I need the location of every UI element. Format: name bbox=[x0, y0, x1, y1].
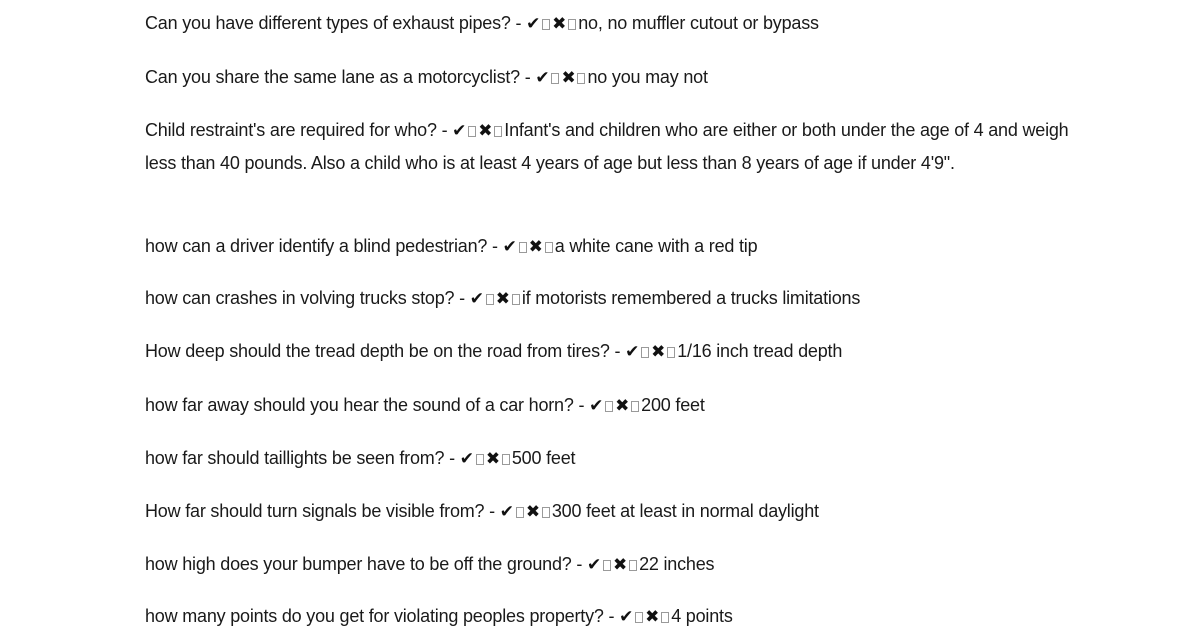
checkbox-icon bbox=[542, 507, 550, 518]
check-icon: ✔ bbox=[459, 449, 474, 469]
qa-entry bbox=[145, 389, 1085, 422]
checkbox-icon bbox=[551, 73, 559, 84]
cross-icon: ✖ bbox=[552, 14, 567, 34]
checkbox-icon bbox=[605, 401, 613, 412]
check-icon: ✔ bbox=[586, 555, 602, 575]
checkbox-icon bbox=[545, 242, 553, 253]
cross-icon: ✖ bbox=[525, 502, 540, 522]
question-text: How deep should the tread depth be on the road from tires? - bbox=[145, 341, 626, 361]
checkbox-icon bbox=[476, 454, 484, 465]
check-icon: ✔ bbox=[452, 121, 467, 141]
cross-icon: ✖ bbox=[613, 555, 628, 575]
check-icon: ✔ bbox=[535, 68, 550, 88]
checkbox-icon bbox=[568, 19, 576, 30]
checkbox-icon bbox=[631, 401, 639, 412]
answer-text: Infant's and children who are either or both under the age of 4 and weigh less than 40 pounds. Also a child who is at least 4 years of age but less than 8 years of age if under 4'9". bbox=[145, 120, 1069, 173]
check-icon: ✔ bbox=[526, 14, 541, 34]
answer-text: 1/16 inch tread depth bbox=[677, 341, 843, 361]
cross-icon: ✖ bbox=[561, 68, 576, 88]
qa-entry bbox=[145, 442, 1085, 475]
answer-text: 4 points bbox=[671, 606, 733, 626]
cross-icon: ✖ bbox=[478, 121, 493, 141]
check-icon: ✔ bbox=[589, 396, 604, 416]
answer-text: 300 feet at least in normal daylight bbox=[551, 501, 819, 521]
cross-icon: ✖ bbox=[528, 237, 543, 257]
qa-entry bbox=[145, 335, 1085, 368]
cross-icon: ✖ bbox=[485, 449, 500, 469]
answer-text: no you may not bbox=[587, 67, 708, 87]
check-icon: ✔ bbox=[502, 237, 517, 257]
question-text: Can you have different types of exhaust pipes? - bbox=[145, 13, 527, 33]
checkbox-icon bbox=[603, 560, 611, 571]
checkbox-icon bbox=[494, 126, 502, 137]
checkbox-icon bbox=[502, 454, 510, 465]
question-text: how can a driver identify a blind pedestrian? - bbox=[145, 236, 503, 256]
question-text: Child restraint's are required for who? - bbox=[145, 120, 453, 140]
cross-icon: ✖ bbox=[645, 607, 660, 627]
cross-icon: ✖ bbox=[495, 289, 510, 309]
check-icon: ✔ bbox=[625, 342, 640, 362]
qa-entry bbox=[145, 600, 1085, 628]
cross-icon: ✖ bbox=[651, 342, 666, 362]
check-icon: ✔ bbox=[499, 502, 514, 522]
check-icon: ✔ bbox=[619, 607, 634, 627]
checkbox-icon bbox=[516, 507, 524, 518]
answer-text: 22 inches bbox=[639, 554, 715, 574]
answer-text: no, no muffler cutout or bypass bbox=[578, 13, 819, 33]
checkbox-icon bbox=[519, 242, 527, 253]
checkbox-icon bbox=[661, 612, 669, 623]
qa-entry bbox=[145, 7, 1085, 40]
check-icon: ✔ bbox=[469, 289, 484, 309]
answer-text: 200 feet bbox=[641, 395, 705, 415]
checkbox-icon bbox=[577, 73, 585, 84]
question-text: how high does your bumper have to be off the ground? - bbox=[145, 554, 587, 574]
qa-entry bbox=[145, 282, 1085, 315]
qa-entry bbox=[145, 61, 1085, 94]
checkbox-icon bbox=[629, 560, 637, 571]
qa-entry bbox=[145, 114, 1085, 179]
question-text: how far away should you hear the sound of a car horn? - bbox=[145, 395, 590, 415]
checkbox-icon bbox=[468, 126, 476, 137]
qa-entry bbox=[145, 548, 1085, 581]
cross-icon: ✖ bbox=[615, 396, 630, 416]
qa-entry bbox=[145, 495, 1085, 528]
checkbox-icon bbox=[667, 347, 675, 358]
question-text: How far should turn signals be visible from? - bbox=[145, 501, 500, 521]
checkbox-icon bbox=[512, 294, 520, 305]
checkbox-icon bbox=[635, 612, 643, 623]
checkbox-icon bbox=[641, 347, 649, 358]
qa-entry bbox=[145, 230, 1085, 263]
answer-text: a white cane with a red tip bbox=[554, 236, 758, 256]
answer-text: if motorists remembered a trucks limitations bbox=[521, 288, 861, 308]
checkbox-icon bbox=[542, 19, 550, 30]
question-text: how far should taillights be seen from? - bbox=[145, 448, 460, 468]
question-text: how many points do you get for violating peoples property? - bbox=[145, 606, 620, 626]
checkbox-icon bbox=[486, 294, 494, 305]
question-text: Can you share the same lane as a motorcyclist? - bbox=[145, 67, 536, 87]
question-text: how can crashes in volving trucks stop? - bbox=[145, 288, 470, 308]
answer-text: 500 feet bbox=[511, 448, 576, 468]
